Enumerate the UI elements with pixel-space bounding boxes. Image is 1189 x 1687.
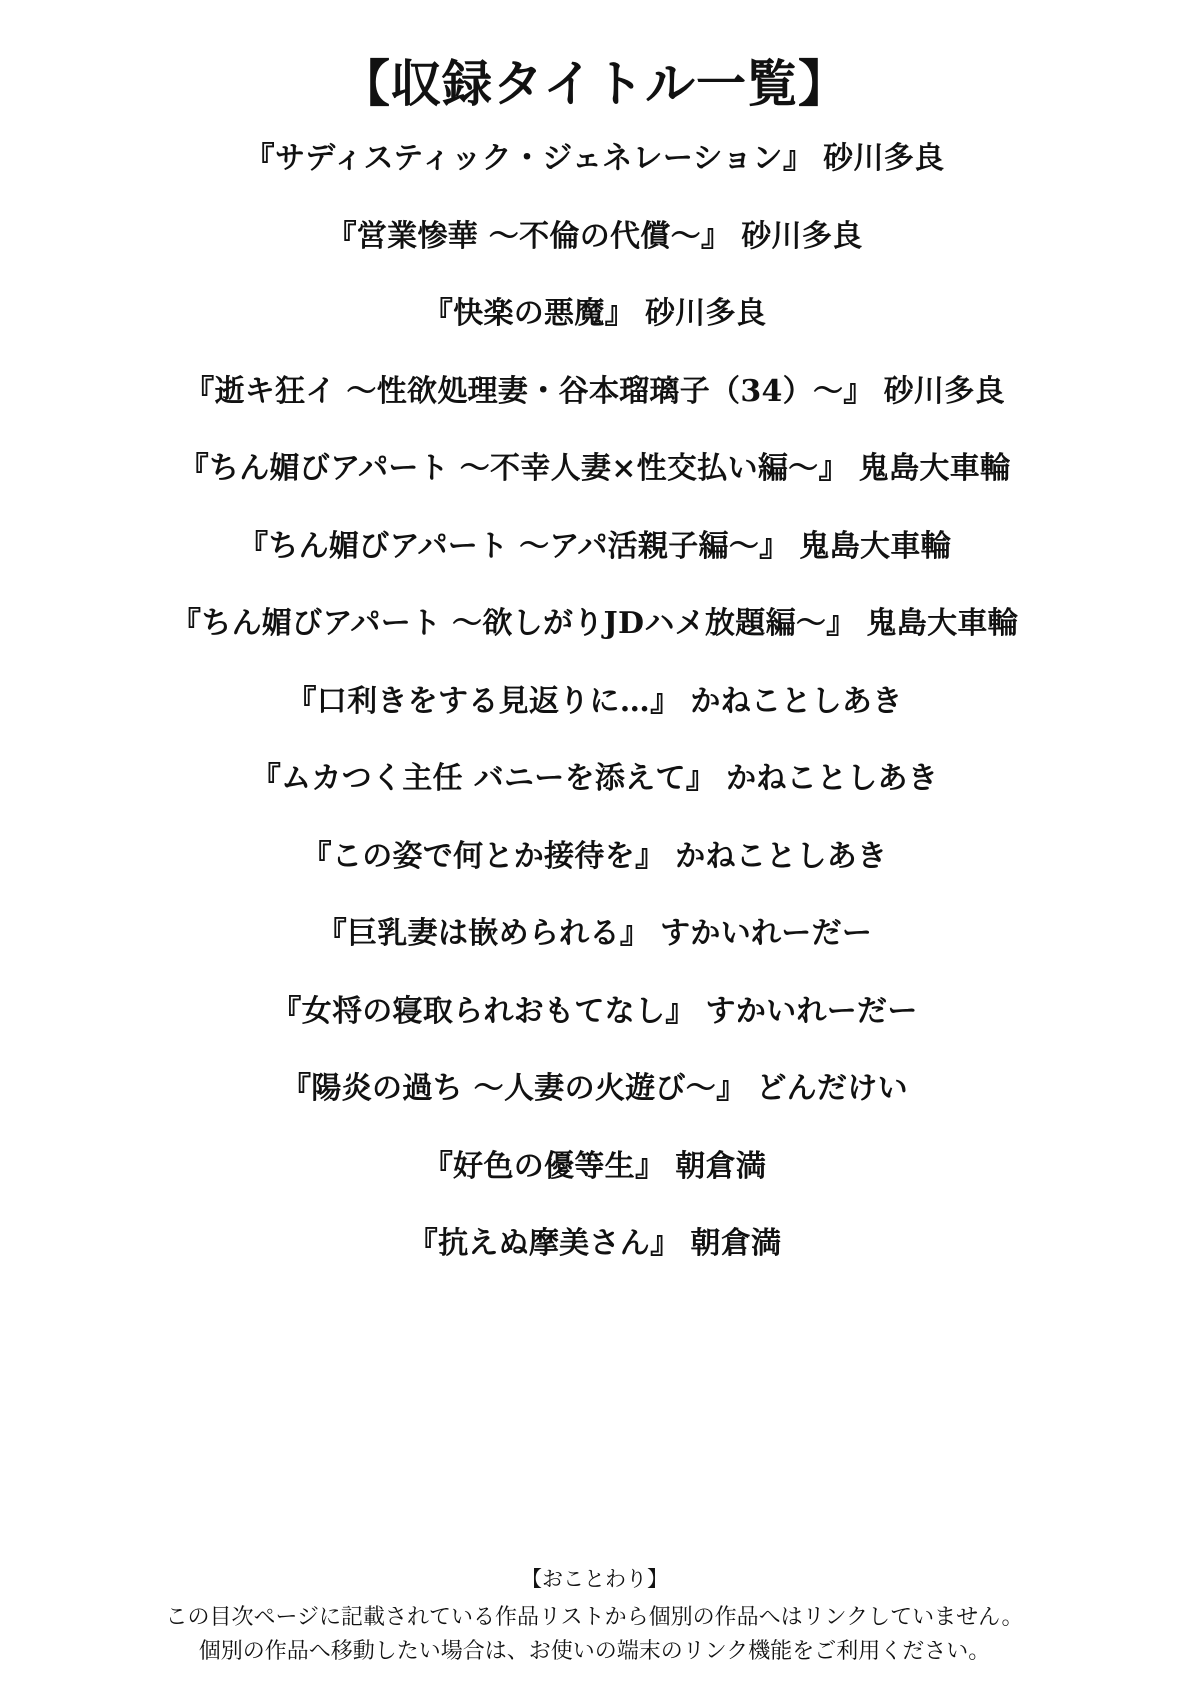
list-item xyxy=(40,450,1149,488)
work-title: 『快楽の悪魔』 xyxy=(422,296,635,331)
list-item xyxy=(40,1148,1149,1186)
work-title: 『ちん媚びアパート 〜欲しがりJDハメ放題編〜』 xyxy=(171,606,857,641)
work-title: 『逝キ狂イ 〜性欲処理妻・谷本瑠璃子（34）〜』 xyxy=(184,373,874,409)
work-title: 『陽炎の過ち 〜人妻の火遊び〜』 xyxy=(281,1071,747,1106)
work-title: 『営業惨華 〜不倫の代償〜』 xyxy=(326,218,732,254)
list-item xyxy=(40,993,1149,1031)
work-author: すかいれーだー xyxy=(660,916,873,951)
work-title: 『女将の寝取られおもてなし』 xyxy=(271,993,696,1029)
work-author: 砂川多良 xyxy=(883,373,1005,409)
list-item xyxy=(40,760,1149,798)
notice-heading: 【おことわり】 xyxy=(521,1567,668,1592)
work-author: 砂川多良 xyxy=(823,141,945,176)
work-title: 『この姿で何とか接待を』 xyxy=(301,838,666,874)
notice-line-1: この目次ページに記載されている作品リストから個別の作品へはリンクしていません。 xyxy=(165,1604,1024,1630)
list-item xyxy=(40,295,1149,333)
work-title: 『口利きをする見返りに…』 xyxy=(286,683,681,719)
work-title: 『ムカつく主任 バニーを添えて』 xyxy=(250,761,717,796)
notice-block xyxy=(40,1564,1149,1669)
list-item xyxy=(40,915,1149,953)
page-title: 【収録タイトル一覧】 xyxy=(340,54,849,113)
work-title: 『巨乳妻は嵌められる』 xyxy=(316,916,651,951)
list-item xyxy=(40,528,1149,566)
notice-line-2: 個別の作品へ移動したい場合は、お使いの端末のリンク機能をご利用ください。 xyxy=(198,1638,991,1664)
list-item xyxy=(40,1070,1149,1108)
list-item xyxy=(40,838,1149,876)
work-author: どんだけい xyxy=(756,1071,908,1106)
work-author: 朝倉満 xyxy=(675,1148,767,1184)
work-title: 『抗えぬ摩美さん』 xyxy=(407,1226,681,1261)
work-author: かねことしあき xyxy=(690,683,903,719)
list-item xyxy=(40,683,1149,721)
work-title: 『好色の優等生』 xyxy=(422,1148,666,1184)
work-author: かねことしあき xyxy=(675,838,888,874)
work-author: 砂川多良 xyxy=(741,218,863,254)
list-item xyxy=(40,1225,1149,1263)
work-author: 朝倉満 xyxy=(690,1226,782,1261)
work-title: 『サディスティック・ジェネレーション』 xyxy=(244,141,814,176)
list-item xyxy=(40,140,1149,178)
work-author: すかいれーだー xyxy=(705,993,918,1029)
work-author: かねことしあき xyxy=(726,761,939,796)
list-item xyxy=(40,218,1149,256)
work-author: 砂川多良 xyxy=(644,296,767,331)
work-title: 『ちん媚びアパート 〜アパ活親子編〜』 xyxy=(238,528,790,564)
work-title: 『ちん媚びアパート 〜不幸人妻×性交払い編〜』 xyxy=(178,451,849,486)
work-author: 鬼島大車輪 xyxy=(799,528,951,564)
work-author: 鬼島大車輪 xyxy=(858,451,1011,486)
list-item xyxy=(40,373,1149,411)
list-item xyxy=(40,605,1149,643)
contents-list xyxy=(40,140,1149,1560)
work-author: 鬼島大車輪 xyxy=(866,606,1018,641)
